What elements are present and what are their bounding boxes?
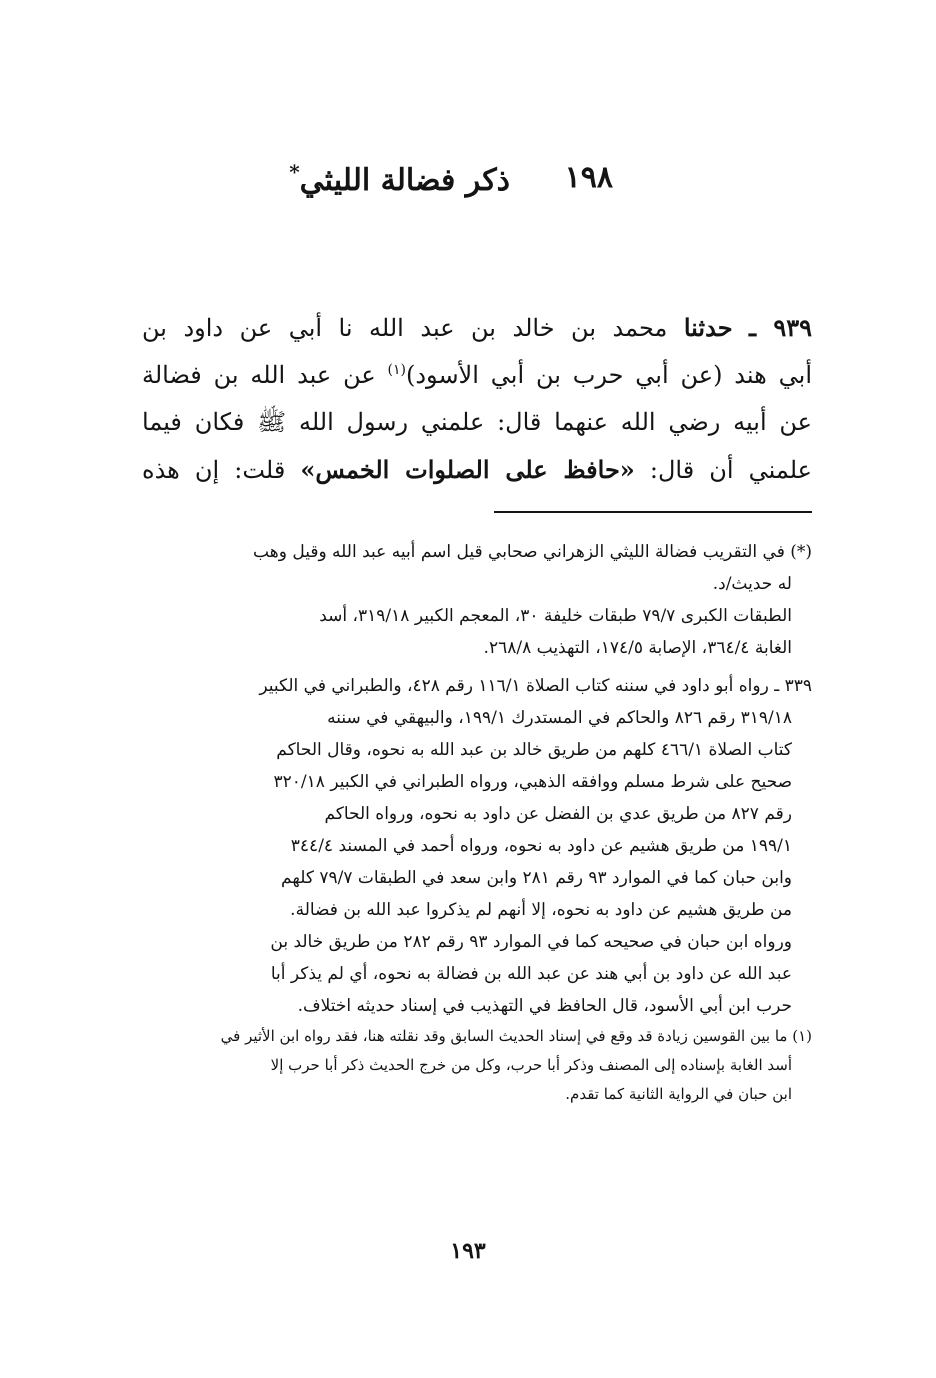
hadith-opening-word: حدثنا (683, 313, 733, 342)
hadith-line-2-text-b: عن عبد الله بن فضالة (142, 361, 376, 389)
hadith-note-line: ٣١٩/١٨ رقم ٨٢٦ والحاكم في المستدرك ١٩٩/١، والبيهقي في سننه (327, 708, 792, 728)
star-note-line: (*) في التقريب فضالة الليثي الزهراني صحابي قيل اسم أبيه عبد الله وقيل وهب (253, 542, 812, 562)
hadith-note-line: وابن حبان كما في الموارد ٩٣ رقم ٢٨١ وابن سعد في الطبقات ٧٩/٧ كلهم (281, 868, 792, 888)
hadith-line-4-text-a: علمني أن قال: (649, 456, 812, 484)
hadith-note-line: عبد الله عن داود بن أبي هند عن عبد الله بن فضالة به نحوه، أي لم يذكر أبا (270, 964, 792, 984)
hadith-line-2 (142, 352, 812, 399)
chapter-title (289, 160, 510, 198)
star-note-line: الطبقات الكبرى ٧٩/٧ طبقات خليفة ٣٠، المعجم الكبير ٣١٩/١٨، أسد (319, 606, 792, 626)
hadith-note-line: من طريق هشيم عن داود به نحوه، إلا أنهم لم يذكروا عبد الله بن فضالة. (290, 900, 792, 920)
footnote-1-line: أسد الغابة بإسناده إلى المصنف وذكر أبا حرب، وكل من خرج الحديث ذكر أبا حرب إلا (270, 1056, 792, 1074)
hadith-note-line: ٣٣٩ ـ رواه أبو داود في سننه كتاب الصلاة ١١٦/١ رقم ٤٢٨، والطبراني في الكبير (259, 676, 812, 696)
star-note-line: له حديث/د. (712, 574, 792, 594)
hadith-text (142, 304, 812, 494)
page-number: ١٩٣ (450, 1238, 486, 1264)
footnote-1 (137, 1022, 812, 1109)
hadith-note-line: رقم ٨٢٧ من طريق عدي بن الفضل عن داود به نحوه، ورواه الحاكم (324, 804, 792, 824)
hadith-line-1 (142, 304, 812, 352)
chapter-title-star: * (289, 160, 300, 184)
hadith-line-3: عن أبيه رضي الله عنهما قال: علمني رسول الله ﷺ فكان فيما (142, 408, 812, 436)
hadith-note-line: ورواه ابن حبان في صحيحه كما في الموارد ٩٣ رقم ٢٨٢ من طريق خالد بن (270, 932, 792, 952)
hadith-note-line: كتاب الصلاة ٤٦٦/١ كلهم من طريق خالد بن عبد الله به نحوه، وقال الحاكم (276, 740, 792, 760)
footnotes (137, 536, 812, 1109)
chapter-title-text: ذكر فضالة الليثي (299, 163, 510, 198)
star-note-line: الغابة ٣٦٤/٤، الإصابة ١٧٤/٥، التهذيب ٢٦٨/٨. (483, 638, 792, 658)
hadith-note-line: حرب ابن أبي الأسود، قال الحافظ في التهذيب في إسناد حديثه اختلاف. (297, 996, 792, 1016)
footnote-marker: (١) (387, 362, 406, 378)
hadith-note-line: صحيح على شرط مسلم ووافقه الذهبي، ورواه الطبراني في الكبير ٣٢٠/١٨ (273, 772, 792, 792)
footnote-1-line: ابن حبان في الرواية الثانية كما تقدم. (565, 1085, 792, 1103)
footnote-1-line: (١) ما بين القوسين زيادة قد وقع في إسناد الحديث السابق وقد نقلته هنا، فقد رواه ابن الأثير في (220, 1027, 812, 1045)
chapter-number: ١٩٨ (564, 160, 613, 195)
star-note (137, 536, 812, 664)
hadith-number: ٩٣٩ ـ (749, 313, 812, 342)
hadith-line-4-text-b: قلت: إن هذه (142, 456, 286, 484)
hadith-line-4 (142, 446, 812, 494)
hadith-note-line: ١٩٩/١ من طريق هشيم عن داود به نحوه، ورواه أحمد في المسند ٣٤٤/٤ (290, 836, 792, 856)
footnote-divider (494, 511, 812, 513)
hadith-quote: «حافظ على الصلوات الخمس» (300, 455, 635, 484)
hadith-note (137, 670, 812, 1022)
hadith-line-2-text-a: أبي هند (عن أبي حرب بن أبي الأسود) (406, 361, 812, 389)
chapter-heading (0, 160, 936, 220)
hadith-line-1-text: محمد بن خالد بن عبد الله نا أبي عن داود بن (142, 314, 668, 342)
